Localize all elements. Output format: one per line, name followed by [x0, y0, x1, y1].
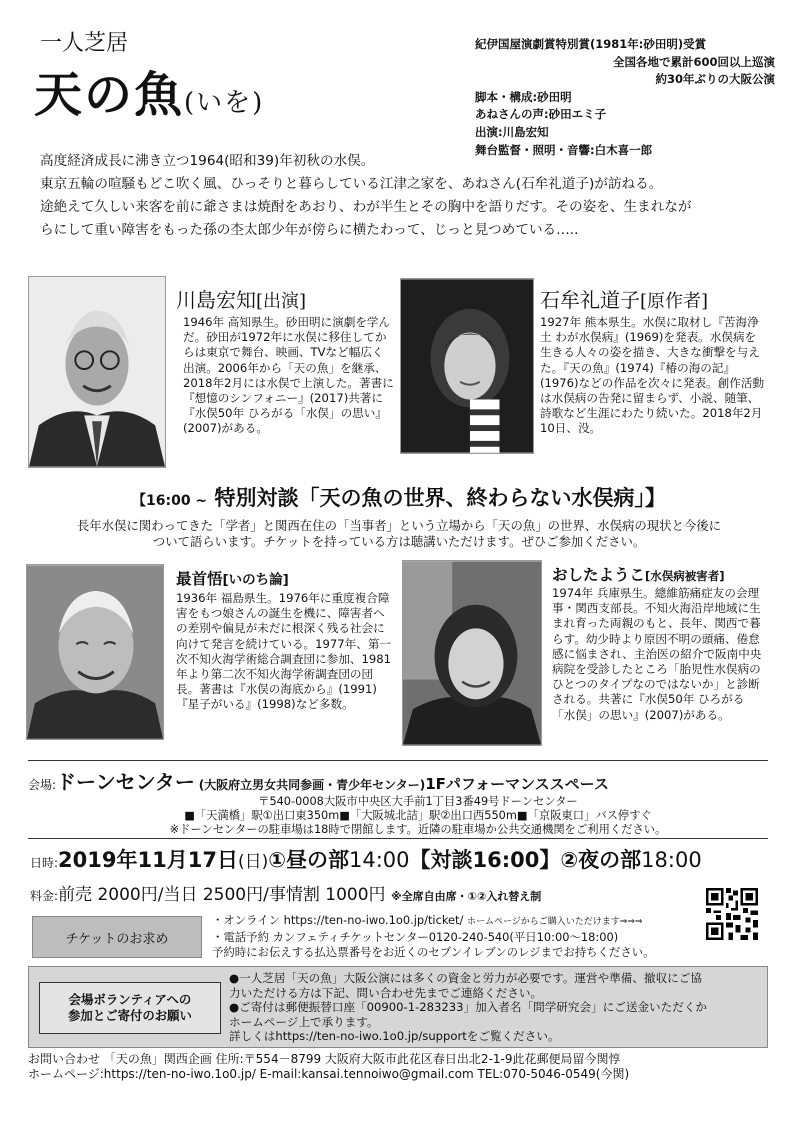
price-special: /事情割 1000円	[263, 885, 386, 905]
credit-script: 脚本・構成:砂田明	[475, 89, 572, 104]
volunteer-box	[39, 982, 221, 1034]
schedule-part2-time: 18:00	[641, 848, 702, 872]
person-name-text: 川島宏知	[176, 288, 256, 312]
person-role: [水俣病被害者]	[645, 569, 725, 583]
venue-parking: ※ドーンセンターの駐車場は18時で閉館します。近隣の駐車場か公共交通機関をご利用ください。	[169, 823, 667, 836]
portrait-image	[29, 277, 165, 467]
price-label: 料金:	[30, 889, 59, 903]
schedule-part1-time: 14:00	[349, 848, 410, 872]
portrait-photo-ishimure	[400, 278, 534, 454]
subtitle: 一人芝居	[40, 31, 129, 56]
schedule-part1: ①昼の部	[268, 848, 349, 872]
venue-access: ■「天満橋」駅①出口東350m■「大阪城北詰」駅②出口西550m■「京阪東口」バス停すぐ	[184, 809, 652, 822]
portrait-image	[403, 561, 541, 745]
ticket-phone: ・電話予約 カンフェティチケットセンター0120-240-540(平日10:00～18:00)	[212, 930, 619, 944]
portrait-image	[27, 565, 163, 739]
volunteer-support-link[interactable]: 詳しくはhttps://ten-no-iwo.1o0.jp/supportをご覧ください。	[229, 1029, 560, 1044]
credit-osaka: 約30年ぶりの大阪公演	[655, 72, 775, 87]
credit-stage: 舞台監督・照明・音響:白木喜一郎	[475, 142, 653, 157]
volunteer-text	[229, 971, 765, 1044]
qr-code-icon[interactable]	[706, 888, 758, 940]
portrait-image	[401, 279, 533, 453]
person-bio: 1927年 熊本県生。水俣に取材し『苦海浄土 わが水俣病』(1969)を発表。水俣病を生きる人々の姿を描き、大きな衝撃を与えた。『天の魚』(1974)『椿の海の記』(1976)などの作品を次々に発表。創作活動は水俣病の告発に留まらず、小説、随筆、詩歌など生涯にわたり続いた。2018年2月10日、没。	[540, 315, 765, 436]
dialogue-time: 【16:00 ~	[132, 493, 208, 509]
person-name	[552, 563, 725, 585]
synopsis-line: らにして重い障害をもった孫の杢太郎少年が傍らに横たわって、じっと見つめている…..	[40, 222, 579, 238]
venue-subtitle: (大阪府立男女共同参画・青少年センター)	[198, 778, 426, 792]
ticket-phone-note: 予約時にお伝えする払込票番号をお近くのセブンイレブンのレジまでお持ちください。	[212, 945, 655, 959]
ticket-purchase-box: チケットのお求め	[32, 916, 202, 958]
person-name-text: おしたようこ	[552, 566, 646, 584]
venue-space: 1Fパフォーマンススペース	[425, 775, 609, 793]
volunteer-section	[28, 966, 768, 1048]
title-reading: (いを)	[184, 88, 265, 118]
ticket-info	[212, 913, 654, 960]
volunteer-box-line: 会場ボランティアへの	[68, 992, 192, 1007]
person-role: [出演]	[256, 291, 307, 312]
credit-tour: 全国各地で累計600回以上巡演	[612, 54, 775, 69]
schedule-talk: 【対談16:00】	[409, 848, 561, 872]
venue-name: ドーンセンター	[56, 770, 195, 794]
contact-section	[28, 1052, 768, 1082]
title-text: 天の魚	[34, 67, 185, 123]
person-bio: 1974年 兵庫県生。總維筋痛症友の会理事・関西支部長。不知火海沿岸地域に生まれ育った両親のもと、長年、関西で暮らす。幼少時より原因不明の頭痛、倦怠感に悩まされ、主治医の紹介で阪南中央病院を受診したところ「胎児性水俣病のひとつのタイプなのではないか」と診断される。共著に『水俣50年 ひろがる「水俣」の思い』(2007)がある。	[552, 586, 762, 722]
portrait-photo-oshita	[402, 560, 542, 746]
person-name	[176, 284, 306, 313]
dialogue-title: 特別対談「天の魚の世界、終わらない水俣病」】	[214, 486, 666, 510]
dialogue-heading	[34, 482, 764, 512]
volunteer-box-line: 参加とご寄付のお願い	[68, 1008, 192, 1023]
person-role: [いのち論]	[222, 572, 289, 588]
venue-address: 〒540-0008大阪市中央区大手前1丁目3番49号ドーンセンター	[258, 795, 578, 808]
schedule-label: 日時:	[30, 856, 59, 870]
venue-row	[28, 766, 768, 795]
schedule-weekday: (日)	[237, 852, 269, 872]
credit-cast: 出演:川島宏知	[475, 124, 549, 139]
contact-links[interactable]: ホームページ:https://ten-no-iwo.1o0.jp/ E-mail:kansai.tennoiwo@gmail.com TEL:070-5046-0549(今関)	[28, 1067, 630, 1081]
price-row	[30, 880, 541, 905]
contact-address: お問い合わせ 「天の魚」関西企画 住所:〒554－8799 大阪府大阪市此花区春日出北2-1-9此花郵便局留今関惇	[28, 1052, 621, 1066]
synopsis-line: 高度経済成長に沸き立つ1964(昭和39)年初秋の水俣。	[40, 153, 375, 169]
schedule-date: 2019年11月17日	[58, 848, 238, 872]
synopsis-line: 途絶えて久しい来客を前に爺さまは焼酎をあおり、わが半生とその胸中を語りだす。その姿を、生まれなが	[40, 199, 692, 215]
person-name	[540, 284, 708, 313]
price-door: /当日 2500円	[157, 885, 264, 905]
person-name-text: 石牟礼道子	[540, 288, 640, 312]
dialogue-description	[34, 518, 764, 550]
schedule-part2: ②夜の部	[560, 848, 642, 872]
credit-award: 紀伊国屋演劇賞特別賞(1981年:砂田明)受賞	[475, 37, 707, 51]
schedule-row	[30, 844, 702, 874]
volunteer-text-line: ホームページ上で承ります。	[229, 1014, 379, 1029]
divider	[28, 838, 768, 839]
volunteer-text-line: ●ご寄付は郵便振替口座「00900-1-283233」加入者名「問学研究会」にご送金いただくか	[229, 1000, 708, 1015]
divider	[28, 760, 768, 761]
person-name-text: 最首悟	[176, 570, 223, 588]
synopsis	[40, 150, 760, 242]
ticket-online-note: ホームページからご購入いただけます⇒⇒⇒	[466, 917, 643, 927]
page-title	[34, 56, 264, 125]
portrait-photo-kawashima	[28, 276, 166, 468]
volunteer-text-line: 力いただける方は下記、問い合わせ先までご連絡ください。	[229, 985, 543, 1000]
portrait-photo-saishu	[26, 564, 164, 740]
price-note: ※全席自由席・①②入れ替え制	[390, 890, 542, 903]
dialogue-desc-line: 長年水俣に関わってきた「学者」と関西在住の「当事者」という立場から「天の魚」の世界、水俣病の現状と今後に	[76, 518, 722, 533]
dialogue-desc-line: ついて語らいます。チケットを持っている方は聴講いただけます。ぜひご参加ください。	[152, 534, 646, 549]
venue-section	[28, 766, 768, 837]
person-bio: 1936年 福島県生。1976年に重度複合障害をもつ娘さんの誕生を機に、障害者への差別や偏見が未だに根深く残る社会に向けて発言を続けている。1977年、第一次不知火海学術総合調査団に参加、1981年より第二次不知火海学術調査団の団長。著書は『水俣の海底から』(1991)『星子がいる』(1998)など多数。	[176, 591, 392, 712]
person-role: [原作者]	[640, 291, 709, 312]
ticket-online-link[interactable]: ・オンライン https://ten-no-iwo.1o0.jp/ticket/	[212, 913, 464, 927]
synopsis-line: 東京五輪の喧騒もどこ吹く風、ひっそりと暮らしている江津之家を、あねさん(石牟礼道子)が訪ねる。	[40, 176, 663, 192]
credits	[475, 36, 775, 159]
person-bio: 1946年 高知県生。砂田明に演劇を学んだ。砂田が1972年に水俣に移住してからは東京で舞台、映画、TVなど幅広く出演。2006年から「天の魚」を継承、2018年2月には水俣で上演した。著書に『想憶のシンフォニー』(2017)共著に『水俣50年 ひろがる「水俣」の思い』(2007)がある。	[183, 315, 394, 436]
credit-voice: あねさんの声:砂田エミ子	[475, 107, 607, 122]
person-name	[176, 567, 289, 589]
volunteer-text-line: ●一人芝居「天の魚」大阪公演には多くの資金と労力が必要です。運営や準備、撤収にご協	[229, 971, 702, 985]
venue-label: 会場:	[28, 778, 57, 792]
price-advance: 前売 2000円	[58, 885, 158, 905]
